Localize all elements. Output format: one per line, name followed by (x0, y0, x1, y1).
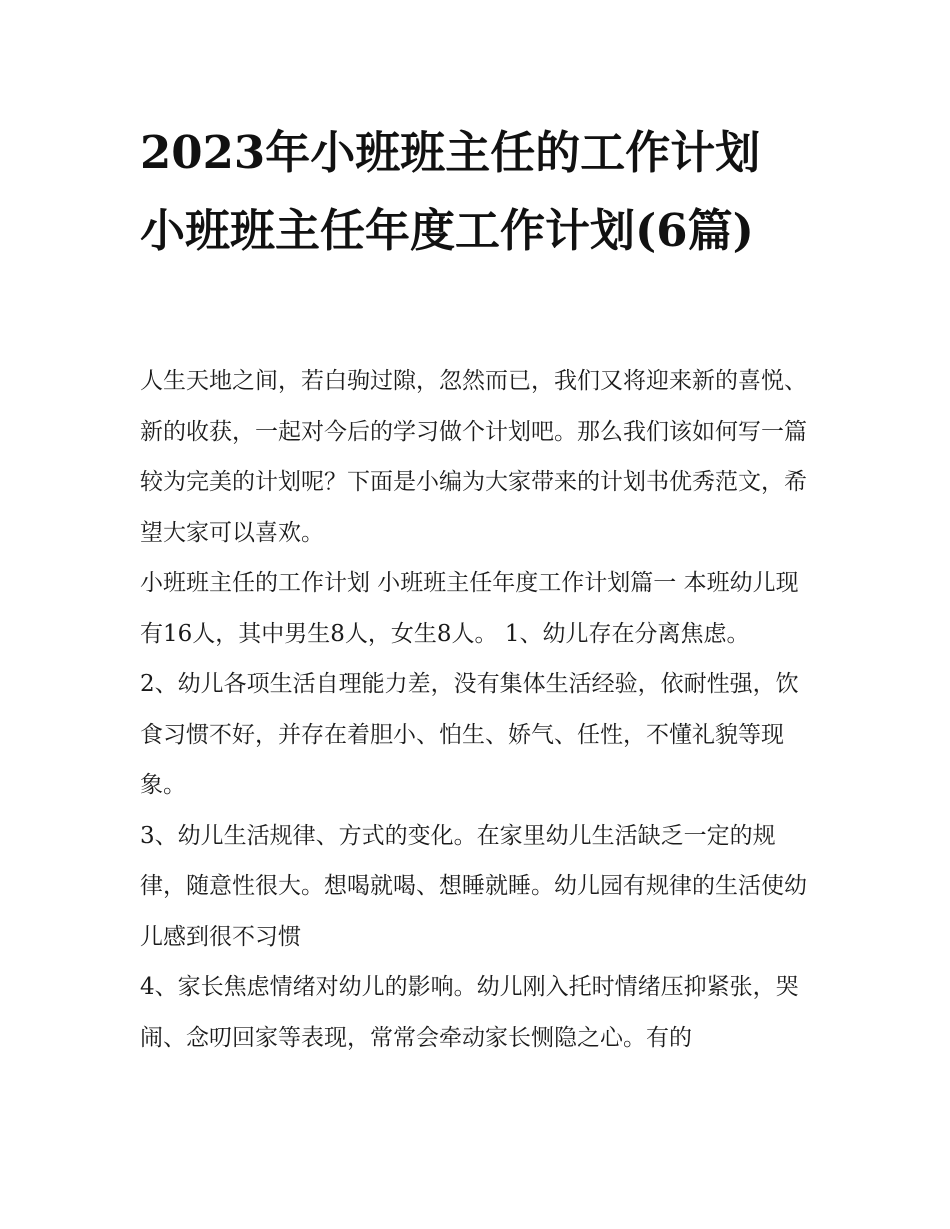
paragraph-intro: 人生天地之间，若白驹过隙，忽然而已，我们又将迎来新的喜悦、新的收获，一起对今后的学习做个计划吧。那么我们该如何写一篇较为完美的计划呢？下面是小编为大家带来的计划书优秀范文，希望大家可以喜欢。 (140, 368, 807, 546)
paragraph-class-overview: 小班班主任的工作计划 小班班主任年度工作计划篇一 本班幼儿现有16人，其中男生8人，女生8人。 1、幼儿存在分离焦虑。 (140, 570, 799, 647)
paragraph-item-4: 4、家长焦虑情绪对幼儿的影响。幼儿刚入托时情绪压抑紧张，哭闹、念叨回家等表现，常常会牵动家长恻隐之心。有的 (140, 974, 799, 1051)
paragraph-item-3: 3、幼儿生活规律、方式的变化。在家里幼儿生活缺乏一定的规律，随意性很大。想喝就喝、想睡就睡。幼儿园有规律的生活使幼儿感到很不习惯 (140, 822, 807, 950)
document-body (140, 356, 820, 1063)
document-title: 2023年小班班主任的工作计划 小班班主任年度工作计划(6篇) (140, 126, 761, 257)
paragraph-item-2: 2、幼儿各项生活自理能力差，没有集体生活经验，依耐性强，饮食习惯不好，并存在着胆小、怕生、娇气、任性，不懂礼貌等现象。 (140, 671, 799, 798)
